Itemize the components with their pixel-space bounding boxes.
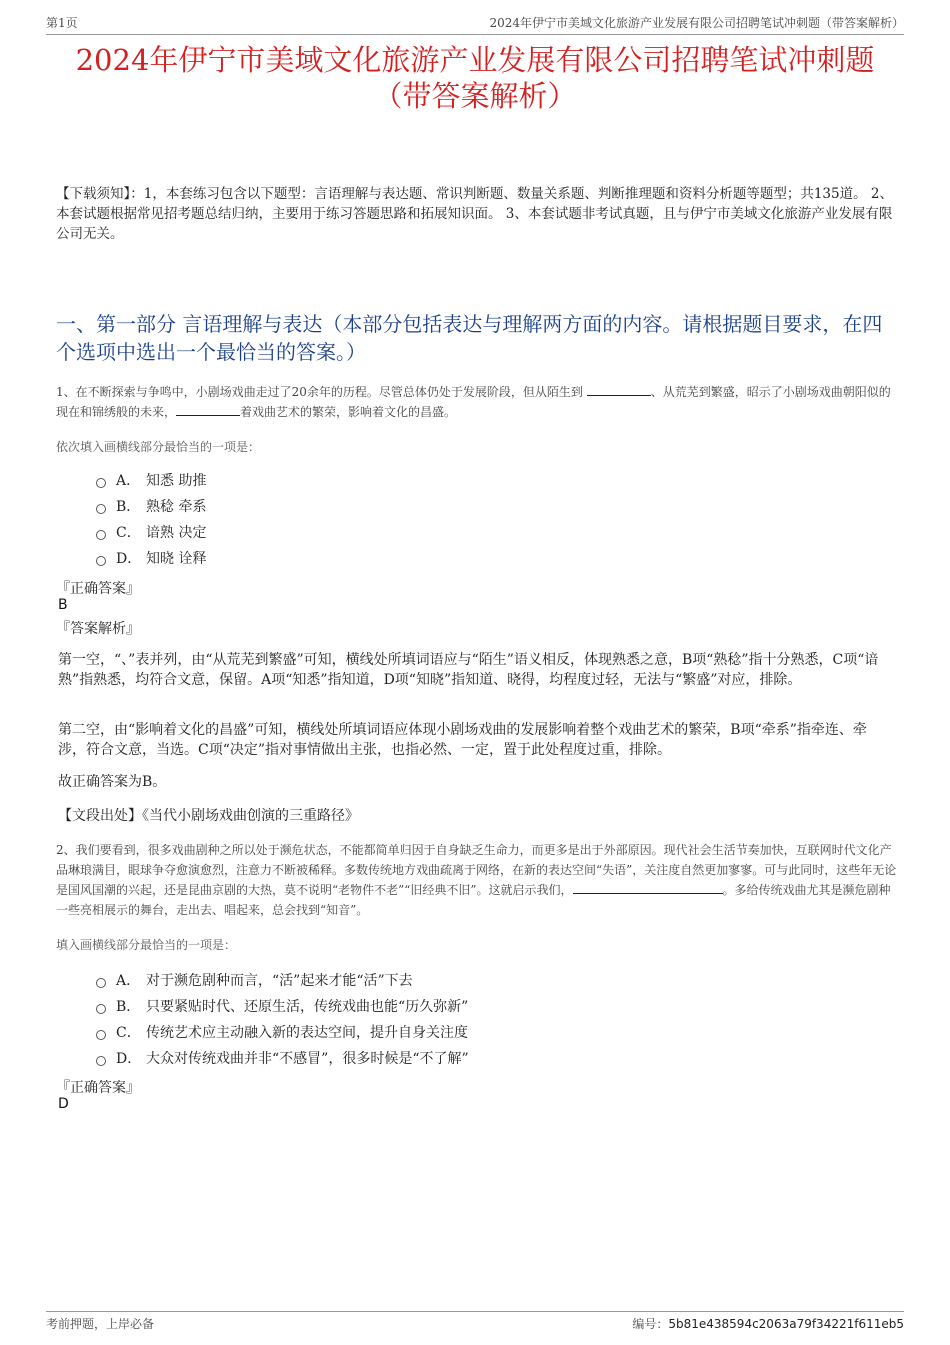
q1-source: 【文段出处】《当代小剧场戏曲创演的三重路径》	[58, 808, 359, 824]
radio-icon[interactable]	[96, 556, 106, 566]
option-letter: B．	[116, 499, 141, 515]
radio-icon[interactable]	[96, 478, 106, 488]
q2-option-c[interactable]	[96, 1019, 469, 1045]
q1-option-a[interactable]	[96, 467, 206, 493]
footer-slogan: 考前押题，上岸必备	[46, 1317, 155, 1331]
q1-text-part-a: 1、在不断探索与争鸣中，小剧场戏曲走过了20余年的历程。尽管总体仍处于发展阶段，但从陌生到	[56, 385, 587, 399]
q2-text-part-a: 2、我们要看到，很多戏曲剧种之所以处于濒危状态，不能都简单归因于自身缺乏生命力，而更多是出于外部原因。现代社会生活节奏加快，互联网时代文化产品琳琅满目，眼球争夺愈演愈烈，注意力不断被稀释。多数传统地方戏曲疏离于网络，在新的表达空间“失语”，关注度自然更加寥寥。可与此同时，这些年无论是国风国潮的兴起，还是昆曲京剧的大热，莫不说明“老物件不老”“旧经典不旧”。这就启示我们，	[56, 843, 897, 897]
q1-text-part-c: 着戏曲艺术的繁荣，影响着文化的昌盛。	[240, 405, 457, 419]
answer-blank	[587, 383, 651, 396]
question-2-options	[96, 967, 469, 1071]
footer-code-block	[632, 1315, 904, 1332]
footer-code: 5b81e438594c2063a79f34221f611eb5	[668, 1317, 904, 1331]
radio-icon[interactable]	[96, 504, 106, 514]
title-line-2: （带答案解析）	[373, 79, 577, 113]
question-1-options	[96, 467, 206, 571]
q1-option-b[interactable]	[96, 493, 206, 519]
option-letter: D．	[116, 551, 142, 567]
option-text: 知晓 诠释	[146, 551, 207, 567]
q1-answer-value: B	[58, 597, 68, 613]
option-text: 谙熟 决定	[146, 525, 207, 541]
document-title	[30, 42, 920, 114]
q1-analysis-paragraph-2: 第二空，由“影响着文化的昌盛”可知，横线处所填词语应体现小剧场戏曲的发展影响着整个戏曲艺术的繁荣，B项“牵系”指牵连、牵涉，符合文意，当选。C项“决定”指对事情做出主张，也指必然、一定，置于此处程度过重，排除。	[58, 722, 867, 758]
option-text: 大众对传统戏曲并非“不感冒”，很多时候是“不了解”	[146, 1051, 469, 1067]
q1-analysis-paragraph-1: 第一空，“、”表并列，由“从荒芜到繁盛”可知，横线处所填词语应与“陌生”语义相反，体现熟悉之意，B项“熟稔”指十分熟悉，C项“谙熟”指熟悉，均符合文意，保留。A项“知悉”指知道，D项“知晓”指知道、晓得，均程度过轻，无法与“繁盛”对应，排除。	[58, 652, 879, 688]
section-heading: 一、第一部分 言语理解与表达（本部分包括表达与理解两方面的内容。请根据题目要求，在四个选项中选出一个最恰当的答案。）	[56, 312, 883, 364]
option-text: 熟稔 牵系	[146, 499, 207, 515]
option-letter: A．	[116, 973, 141, 989]
q1-analysis-conclusion: 故正确答案为B。	[58, 774, 167, 790]
page-footer	[46, 1311, 904, 1332]
q1-analysis-label: 『答案解析』	[56, 621, 140, 637]
option-text: 知悉 助推	[146, 473, 207, 489]
q2-option-b[interactable]	[96, 993, 469, 1019]
download-notice: 【下载须知】：1，本套练习包含以下题型：言语理解与表达题、常识判断题、数量关系题、判断推理题和资料分析题等题型；共135道。 2、本套试题根据常见招考题总结归纳，主要用于练习答题思路和拓展知识面。 3、本套试题非考试真题，且与伊宁市美域文化旅游产业发展有限公司无关。	[56, 186, 893, 242]
header-doc-title: 2024年伊宁市美域文化旅游产业发展有限公司招聘笔试冲刺题（带答案解析）	[489, 16, 904, 30]
option-text: 只要紧贴时代、还原生活，传统戏曲也能“历久弥新”	[146, 999, 469, 1015]
option-text: 对于濒危剧种而言，“活”起来才能“活”下去	[146, 973, 413, 989]
option-text: 传统艺术应主动融入新的表达空间，提升自身关注度	[146, 1025, 468, 1041]
radio-icon[interactable]	[96, 530, 106, 540]
question-2-prompt: 填入画横线部分最恰当的一项是：	[56, 938, 237, 952]
q1-text-part-b: 、从荒芜到繁盛，昭示了小剧场戏曲朝阳似的现在和锦绣般的未来，	[56, 385, 891, 419]
answer-blank	[573, 881, 723, 894]
q1-option-d[interactable]	[96, 545, 206, 571]
page-number: 第1页	[46, 16, 78, 30]
radio-icon[interactable]	[96, 978, 106, 988]
q2-answer-label: 『正确答案』	[56, 1080, 140, 1096]
option-letter: A．	[116, 473, 141, 489]
title-line-1: 2024年伊宁市美域文化旅游产业发展有限公司招聘笔试冲刺题	[75, 43, 875, 77]
option-letter: C．	[116, 1025, 141, 1041]
radio-icon[interactable]	[96, 1056, 106, 1066]
q1-answer-label: 『正确答案』	[56, 581, 140, 597]
question-2-text	[56, 840, 898, 920]
option-letter: B．	[116, 999, 141, 1015]
radio-icon[interactable]	[96, 1030, 106, 1040]
question-1-prompt: 依次填入画横线部分最恰当的一项是：	[56, 440, 261, 454]
q1-option-c[interactable]	[96, 519, 206, 545]
footer-code-label: 编号：	[632, 1317, 669, 1331]
q2-option-a[interactable]	[96, 967, 469, 993]
q2-answer-value: D	[58, 1096, 69, 1112]
q2-text-part-b: 。多给传统戏曲尤其是濒危剧种一些亮相展示的舞台，走出去、唱起来，总会找到“知音”。	[56, 883, 891, 917]
answer-blank	[176, 403, 240, 416]
page-header	[46, 14, 904, 35]
radio-icon[interactable]	[96, 1004, 106, 1014]
question-1-text	[56, 382, 898, 422]
option-letter: D．	[116, 1051, 142, 1067]
q2-option-d[interactable]	[96, 1045, 469, 1071]
option-letter: C．	[116, 525, 141, 541]
